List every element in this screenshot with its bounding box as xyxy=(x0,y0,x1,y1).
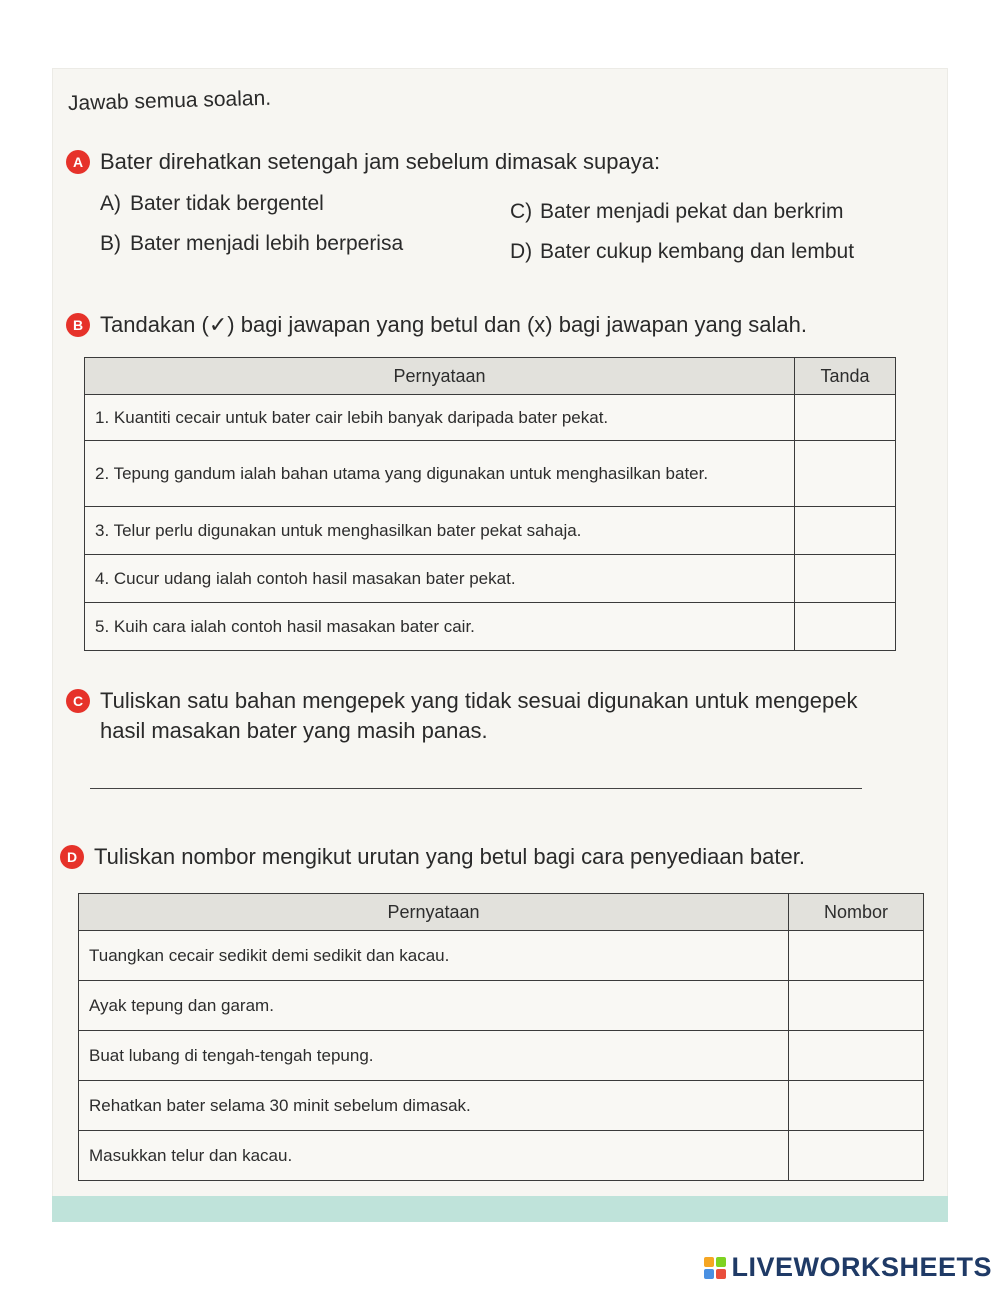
section-d-question xyxy=(60,842,950,872)
table-row xyxy=(85,603,896,651)
section-d-badge: D xyxy=(60,845,84,869)
statement-cell: 3. Telur perlu digunakan untuk menghasilkan bater pekat sahaja. xyxy=(85,507,795,555)
option-b-text: Bater menjadi lebih berperisa xyxy=(130,232,404,255)
option-d-text: Bater cukup kembang dan lembut xyxy=(540,240,855,263)
section-c-question-text: Tuliskan satu bahan mengepek yang tidak sesuai digunakan untuk mengepek hasil masakan bater yang masih panas. xyxy=(100,688,858,743)
nombor-answer-cell[interactable] xyxy=(789,1081,924,1131)
table-header-row xyxy=(85,358,896,395)
option-d[interactable] xyxy=(510,240,854,264)
nombor-answer-cell[interactable] xyxy=(789,1031,924,1081)
tanda-answer-cell[interactable] xyxy=(795,395,896,441)
tanda-answer-cell[interactable] xyxy=(795,603,896,651)
table-row xyxy=(79,1031,924,1081)
table-row xyxy=(79,981,924,1031)
nombor-answer-cell[interactable] xyxy=(789,981,924,1031)
logo-grid-icon xyxy=(704,1257,726,1279)
table-row xyxy=(79,931,924,981)
liveworksheets-logo[interactable] xyxy=(704,1252,992,1283)
step-cell: Rehatkan bater selama 30 minit sebelum dimasak. xyxy=(79,1081,789,1131)
header-nombor: Nombor xyxy=(789,894,924,931)
step-cell: Ayak tepung dan garam. xyxy=(79,981,789,1031)
option-a-text: Bater tidak bergentel xyxy=(130,192,324,215)
option-d-letter: D) xyxy=(510,240,533,263)
table-row xyxy=(85,555,896,603)
page-bottom-band xyxy=(52,1196,948,1222)
header-pernyataan: Pernyataan xyxy=(79,894,789,931)
option-b-letter: B) xyxy=(100,232,121,255)
section-c-badge: C xyxy=(66,689,90,713)
tanda-answer-cell[interactable] xyxy=(795,507,896,555)
step-cell: Masukkan telur dan kacau. xyxy=(79,1131,789,1181)
option-c-text: Bater menjadi pekat dan berkrim xyxy=(540,200,844,223)
section-c-answer-line[interactable] xyxy=(90,788,862,789)
section-a-badge: A xyxy=(66,150,90,174)
header-tanda: Tanda xyxy=(795,358,896,395)
option-a[interactable] xyxy=(100,192,324,216)
table-row xyxy=(85,395,896,441)
step-cell: Tuangkan cecair sedikit demi sedikit dan kacau. xyxy=(79,931,789,981)
instruction-heading: Jawab semua soalan. xyxy=(67,86,272,115)
nombor-answer-cell[interactable] xyxy=(789,931,924,981)
logo-square xyxy=(716,1257,726,1267)
statement-cell: 1. Kuantiti cecair untuk bater cair lebih banyak daripada bater pekat. xyxy=(85,395,795,441)
step-cell: Buat lubang di tengah-tengah tepung. xyxy=(79,1031,789,1081)
logo-square xyxy=(704,1269,714,1279)
option-c[interactable] xyxy=(510,200,844,224)
section-a-question xyxy=(66,147,926,177)
option-a-letter: A) xyxy=(100,192,121,215)
statement-cell: 2. Tepung gandum ialah bahan utama yang digunakan untuk menghasilkan bater. xyxy=(85,441,795,507)
logo-square xyxy=(716,1269,726,1279)
section-b-table xyxy=(84,357,896,651)
header-pernyataan: Pernyataan xyxy=(85,358,795,395)
statement-cell: 4. Cucur udang ialah contoh hasil masakan bater pekat. xyxy=(85,555,795,603)
tanda-answer-cell[interactable] xyxy=(795,441,896,507)
option-c-letter: C) xyxy=(510,200,533,223)
section-a-question-text: Bater direhatkan setengah jam sebelum dimasak supaya: xyxy=(100,149,661,174)
section-c-question xyxy=(66,686,866,746)
section-d-question-text: Tuliskan nombor mengikut urutan yang betul bagi cara penyediaan bater. xyxy=(94,844,805,869)
section-b-question-text: Tandakan (✓) bagi jawapan yang betul dan (x) bagi jawapan yang salah. xyxy=(100,312,808,337)
option-b[interactable] xyxy=(100,232,403,256)
table-row xyxy=(79,1081,924,1131)
statement-cell: 5. Kuih cara ialah contoh hasil masakan bater cair. xyxy=(85,603,795,651)
section-b-question xyxy=(66,310,946,340)
table-row xyxy=(79,1131,924,1181)
tanda-answer-cell[interactable] xyxy=(795,555,896,603)
nombor-answer-cell[interactable] xyxy=(789,1131,924,1181)
section-b-badge: B xyxy=(66,313,90,337)
logo-square xyxy=(704,1257,714,1267)
table-header-row xyxy=(79,894,924,931)
section-d-table xyxy=(78,893,924,1181)
table-row xyxy=(85,507,896,555)
logo-text: LIVEWORKSHEETS xyxy=(731,1252,992,1282)
table-row xyxy=(85,441,896,507)
